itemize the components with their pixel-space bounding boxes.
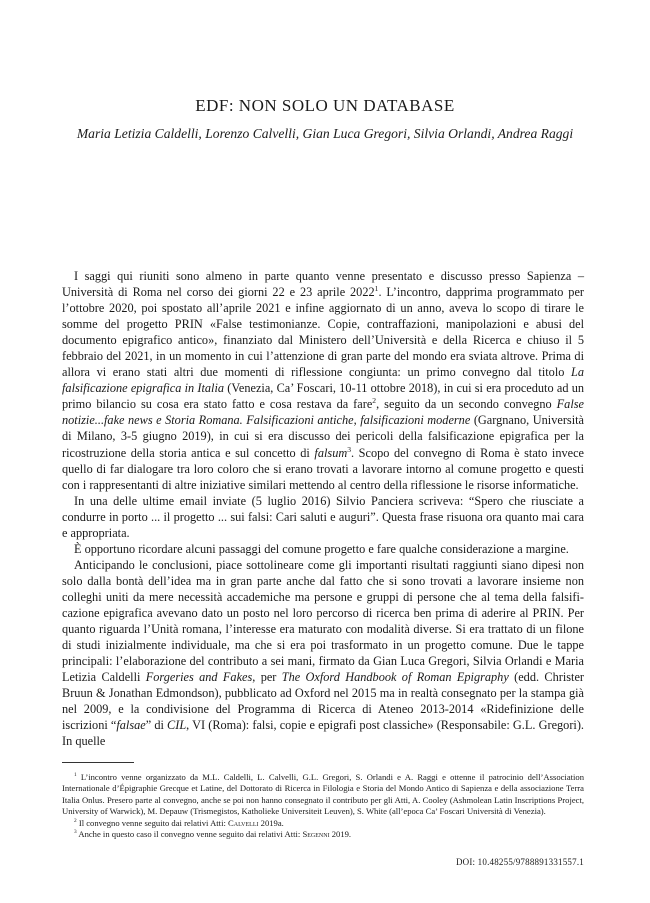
footnote-1: $^1$ L’incontro venne organizzato da M.L. Caldelli, L. Calvelli, G.L. Gregori, S. Orlandi e A. Raggi e ottenne il patrocinio dell’Association Internationale d’Épigraphie Grecque et Latine, del Dottorato di Ricerca in Filologia e Storia del Mondo Antico di Sapienza e della associazione Terra Italia Onlus. Presero parte al convegno, anche se poi non hanno consegnato il contributo per gli Atti, A. Cooley (Ashmolean Latin Inscriptions Project, University of Warwick), M. Depauw (Trismegistos, Katholieke Universiteit Leuven), S. White (all’epoca Ca’ Foscari Università di Venezia). bbox=[62, 772, 584, 817]
footnotes bbox=[62, 772, 584, 840]
cited-term: falsae bbox=[116, 718, 146, 733]
footnote-3: $^3$ Anche in questo caso il convegno venne seguito dai relativi Atti: Segenni 2019. bbox=[74, 829, 352, 840]
article-body bbox=[62, 268, 584, 749]
paragraph-1: I saggi qui riuniti sono almeno in parte quanto venne presentato e discusso presso Sapienza – Università di Roma nel corso dei giorni 22 e 23 aprile 2022$^1$. L’incontro, dapprima programmato per l’ottobre 2020, poi spostato all’aprile 2021 e infine aggiornato di un anno, aveva lo scopo di tirare le somme del progetto PRIN «False testimonianze. Copie, contraffazioni, manipolazioni e abusi del documento epigrafico antico», finanziato dal Ministero dell’Università e della Ricerca e chiuso il 5 febbraio del 2021, in un momento in cui l’attenzione di gran parte del mondo era sviata altrove. Prima di allora vi erano stati altri due momenti di riflessione congiunta: un primo convegno dal titolo La falsificazione epigrafica in Italia (Venezia, Ca’ Foscari, 10-11 ottobre 2018), in cui si era proceduto ad un primo bilancio su cosa era stato fatto e cosa restava da fare$^2$, seguito da un secondo convegno False notizie...fake news e Storia Romana. Falsificazioni antiche, falsificazioni moderne (Gargnano, Università di Milano, 3-5 giugno 2019), in cui si era discusso dei pericoli della falsificazione epigrafica per la ricostruzione della storia antica e sul concetto di falsum$^3$. Scopo del convegno di Roma è stato invece quello di far dialogare tra loro coloro che si erano trovati a lavorare intorno al comune progetto e questi con i rappresentanti di altre iniziative similari mettendo al centro della riflessione le risorse informatiche. bbox=[62, 269, 585, 492]
cited-title: La falsificazione epigrafica in Italia bbox=[62, 365, 584, 396]
paragraph-2: In una delle ultime email inviate (5 luglio 2016) Silvio Panciera scriveva: “Spero che riusciate a condurre in porto ... il progetto ... sui falsi: Cari saluti e auguri”. Questa frase risuona ora quanto mai cara e appropriata. bbox=[62, 493, 584, 540]
footnote-number: 2 bbox=[74, 817, 77, 824]
footnote-ref-3[interactable]: 3 bbox=[347, 444, 352, 454]
paragraph-4: Anticipando le conclusioni, piace sottolineare come gli importanti risultati raggiunti siano dipesi non solo dalla bontà dell’idea ma in gran parte anche dal fatto che si sono trovati a lavorare insieme non colleghi uniti da mere necessità accademiche ma persone e gruppi di persone che al tema della falsificazione epigrafica avevano dato un posto nel loro percorso di ricerca ben prima di aderire al PRIN. Per quanto riguarda l’Unità romana, l’interesse era maturato con modalità diverse. Si era trattato di un filone di studi inizialmente individuale, ma che si era poi trasformato in un progetto comune. Due le tappe principali: l’elaborazione del contributo a sei mani, firmato da Gian Luca Gregori, Silvia Orlandi e Maria Letizia Caldelli Forgeries and Fakes, per The Oxford Handbook of Roman Epigraphy (edd. Christer Bruun & Jonathan Edmondson), pubblicato ad Oxford nel 2015 ma in realtà consegnato per la stampa già nel 2009, e la condivisione del Programma di Ricerca di Ateneo 2013-2014 «Ridefinizione delle iscrizioni “falsae” di CIL, VI (Roma): falsi, copie e epigrafi post classiche» (Responsabile: G.L. Gregori). In quelle bbox=[62, 557, 585, 749]
doi-label: DOI: 10.48255/9788891331557.1 bbox=[455, 857, 584, 867]
article-authors: Maria Letizia Caldelli, Lorenzo Calvelli, Gian Luca Gregori, Silvia Orlandi, Andrea Raggi bbox=[76, 126, 574, 141]
article-title: EDF: NON SOLO UN DATABASE bbox=[195, 96, 455, 115]
cited-title: CIL bbox=[167, 718, 187, 733]
footnote-divider bbox=[62, 762, 134, 763]
footnote-number: 3 bbox=[74, 829, 77, 836]
cited-title: The Oxford Handbook of Roman Epigraphy bbox=[281, 670, 509, 685]
cited-title: Forgeries and Fakes bbox=[145, 670, 253, 685]
footnote-number: 1 bbox=[74, 772, 77, 779]
cited-title: False notizie...fake news e Storia Romana. Falsificazioni antiche, falsificazioni moderne bbox=[62, 397, 584, 428]
footnote-2: $^2$ Il convegno venne seguito dai relativi Atti: Calvelli 2019a. bbox=[74, 817, 284, 828]
footnote-ref-1[interactable]: 1 bbox=[374, 283, 379, 293]
footnote-ref-2[interactable]: 2 bbox=[372, 396, 377, 406]
paragraph-3: È opportuno ricordare alcuni passaggi del comune progetto e fare qualche considerazione a margine. bbox=[74, 541, 569, 556]
cited-term: falsum bbox=[314, 445, 348, 460]
